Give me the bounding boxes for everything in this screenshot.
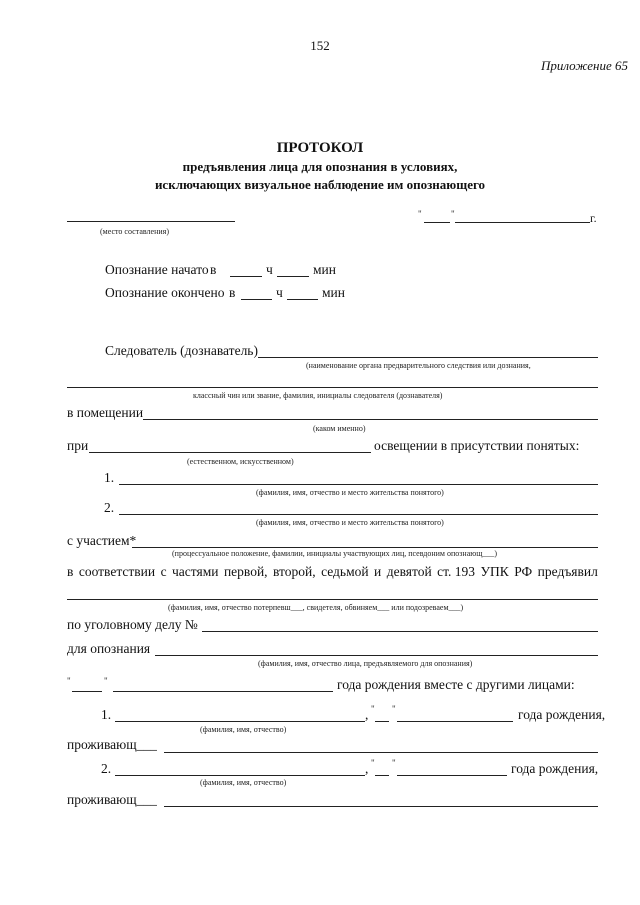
investigator-field[interactable] bbox=[258, 357, 598, 358]
room-field[interactable] bbox=[143, 419, 598, 420]
quote-close: " bbox=[451, 209, 455, 219]
word: девятой bbox=[386, 564, 432, 579]
other-2-quote-close: " bbox=[392, 758, 396, 768]
presented-to-field[interactable] bbox=[67, 599, 598, 600]
other-2-birth-year-field[interactable] bbox=[397, 775, 507, 776]
other-2-comma: , bbox=[365, 761, 369, 776]
place-field[interactable] bbox=[67, 221, 235, 222]
witness-1-field[interactable] bbox=[119, 484, 598, 485]
presented-to-caption: (фамилия, имя, отчество потерпевш___, свидетеля, обвиняем___ или подозреваем___) bbox=[168, 603, 464, 612]
other-1-residing-label: проживающ___ bbox=[67, 737, 157, 752]
participation-caption: (процессуальное положение, фамилии, инициалы участвующих лиц, псевдоним опознающ___) bbox=[172, 549, 498, 558]
lighting-prefix: при bbox=[67, 438, 89, 453]
end-hour-field[interactable] bbox=[241, 299, 272, 300]
word: частями bbox=[172, 564, 219, 579]
investigator-caption2: классный чин или звание, фамилия, инициалы следователя (дознавателя) bbox=[193, 391, 443, 400]
word: соответствии bbox=[78, 564, 156, 579]
witness-2-number: 2. bbox=[104, 500, 115, 515]
other-1-address-field[interactable] bbox=[164, 752, 598, 753]
word: седьмой bbox=[321, 564, 369, 579]
birth-quote-open: " bbox=[67, 676, 71, 686]
page-number: 152 bbox=[310, 38, 330, 53]
date-month-year-field[interactable] bbox=[455, 222, 590, 223]
place-caption: (место составления) bbox=[100, 227, 169, 236]
end-label: Опознание окончено bbox=[105, 285, 225, 300]
word: УПК bbox=[480, 564, 509, 579]
other-1-number: 1. bbox=[101, 707, 112, 722]
other-1-suffix: года рождения, bbox=[518, 707, 606, 722]
document-subtitle-line1: предъявления лица для опознания в условиях, bbox=[182, 159, 458, 174]
room-label: в помещении bbox=[67, 405, 144, 420]
witness-2-caption: (фамилия, имя, отчество и место жительства понятого) bbox=[256, 518, 444, 527]
other-2-caption: (фамилия, имя, отчество) bbox=[200, 778, 287, 787]
word: второй, bbox=[273, 564, 316, 579]
other-1-birth-day-field[interactable] bbox=[375, 721, 389, 722]
other-1-birth-year-field[interactable] bbox=[397, 721, 513, 722]
quote-open: " bbox=[418, 209, 422, 219]
other-1-comma: , bbox=[365, 707, 369, 722]
other-2-address-field[interactable] bbox=[164, 806, 598, 807]
accordance-sentence bbox=[67, 564, 598, 580]
start-label: Опознание начато bbox=[105, 262, 209, 277]
witness-1-caption: (фамилия, имя, отчество и место жительства понятого) bbox=[256, 488, 444, 497]
room-caption: (каком именно) bbox=[313, 424, 366, 433]
other-1-quote-close: " bbox=[392, 704, 396, 714]
investigator-label: Следователь (дознаватель) bbox=[105, 343, 258, 358]
start-hour-unit: ч bbox=[266, 262, 273, 277]
witness-2-field[interactable] bbox=[119, 514, 598, 515]
other-2-suffix: года рождения, bbox=[511, 761, 599, 776]
date-day-field[interactable] bbox=[424, 222, 450, 223]
document-title: ПРОТОКОЛ bbox=[276, 140, 364, 156]
other-2-quote-open: " bbox=[371, 758, 375, 768]
start-min-field[interactable] bbox=[277, 276, 309, 277]
investigator-rank-field[interactable] bbox=[67, 387, 598, 388]
case-number-field[interactable] bbox=[202, 631, 598, 632]
identification-field[interactable] bbox=[155, 655, 598, 656]
appendix-label: Приложение 65 bbox=[540, 58, 628, 73]
word: ст. 193 bbox=[437, 564, 476, 579]
word: с bbox=[160, 564, 167, 579]
document-subtitle-line2: исключающих визуальное наблюдение им опознающего bbox=[154, 177, 486, 192]
word: в bbox=[67, 564, 74, 579]
participation-label: с участием* bbox=[67, 533, 137, 548]
end-min-field[interactable] bbox=[287, 299, 318, 300]
other-1-name-field[interactable] bbox=[115, 721, 365, 722]
other-1-caption: (фамилия, имя, отчество) bbox=[200, 725, 287, 734]
end-hour-unit: ч bbox=[276, 285, 283, 300]
other-2-birth-day-field[interactable] bbox=[375, 775, 389, 776]
birth-suffix: года рождения вместе с другими лицами: bbox=[337, 677, 575, 692]
word: РФ bbox=[514, 564, 533, 579]
identification-label: для опознания bbox=[67, 641, 151, 656]
end-min-unit: мин bbox=[322, 285, 345, 300]
birth-day-field[interactable] bbox=[72, 691, 102, 692]
lighting-caption: (естественном, искусственном) bbox=[187, 457, 294, 466]
word: первой, bbox=[223, 564, 268, 579]
year-suffix: г. bbox=[590, 211, 597, 225]
start-in: в bbox=[210, 262, 217, 277]
start-hour-field[interactable] bbox=[230, 276, 262, 277]
witness-1-number: 1. bbox=[104, 470, 115, 485]
birth-quote-close: " bbox=[104, 676, 108, 686]
lighting-suffix: освещении в присутствии понятых: bbox=[374, 438, 580, 453]
investigator-caption1: (наименование органа предварительного следствия или дознания, bbox=[306, 361, 531, 370]
other-1-quote-open: " bbox=[371, 704, 375, 714]
other-2-name-field[interactable] bbox=[115, 775, 365, 776]
participation-field[interactable] bbox=[132, 547, 598, 548]
birth-month-year-field[interactable] bbox=[113, 691, 333, 692]
word: предъявил bbox=[537, 564, 598, 579]
lighting-field[interactable] bbox=[89, 452, 371, 453]
word: и bbox=[374, 564, 382, 579]
case-label: по уголовному делу № bbox=[67, 617, 198, 632]
end-in: в bbox=[229, 285, 236, 300]
start-min-unit: мин bbox=[313, 262, 336, 277]
other-2-number: 2. bbox=[101, 761, 112, 776]
other-2-residing-label: проживающ___ bbox=[67, 792, 157, 807]
identification-caption: (фамилия, имя, отчество лица, предъявляемого для опознания) bbox=[258, 659, 473, 668]
